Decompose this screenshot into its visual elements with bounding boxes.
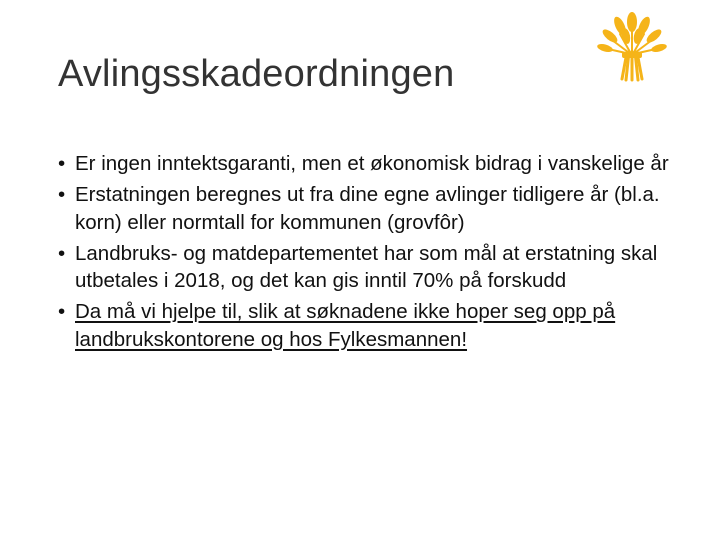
bullet-text: Er ingen inntektsgaranti, men et økonomisk bidrag i vanskelige år	[75, 152, 669, 175]
wheat-sheaf-icon	[596, 8, 668, 82]
bullet-marker: •	[58, 183, 66, 207]
bullet-item-4	[58, 298, 678, 353]
bullet-marker: •	[58, 152, 66, 175]
bullet-text-underlined: Da må vi hjelpe til, slik at søknadene ikke hoper seg opp på landbrukskontorene og hos Fylkesmannen!	[75, 300, 616, 351]
bullet-text: Erstatningen beregnes ut fra dine egne avlinger tidligere år (bl.a. korn) eller normtall for kommunen (grovfôr)	[75, 183, 660, 234]
bullet-item-3	[58, 240, 678, 295]
bullet-text: Landbruks- og matdepartementet har som mål at erstatning skal utbetales i 2018, og det kan gis inntil 70% på forskudd	[75, 241, 658, 292]
bullet-list	[58, 150, 678, 357]
bullet-marker: •	[58, 241, 66, 265]
bullet-marker: •	[58, 300, 66, 324]
bullet-item-1	[58, 150, 678, 177]
bullet-item-2	[58, 181, 678, 236]
slide-title: Avlingsskadeordningen	[58, 53, 455, 95]
